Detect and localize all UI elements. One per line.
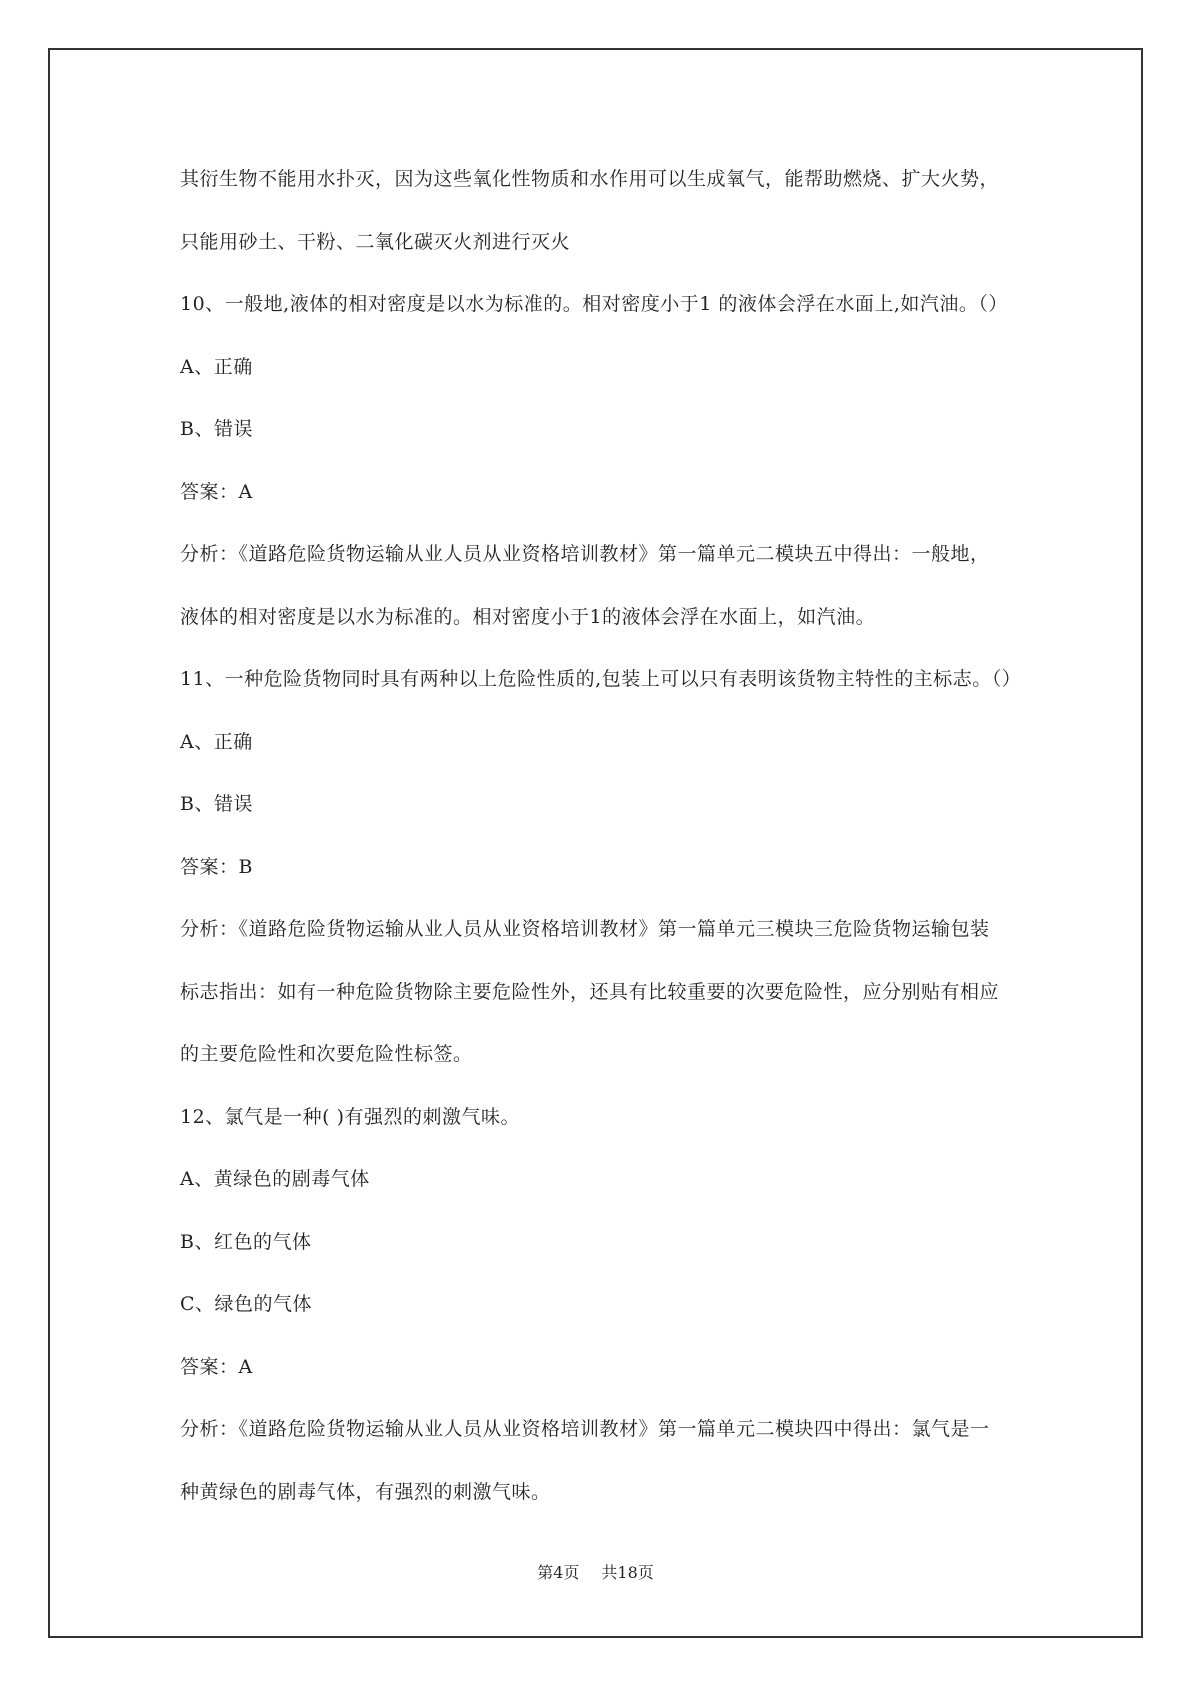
page-number: 第4页 — [537, 1563, 580, 1582]
question-11-analysis-line-3: 的主要危险性和次要危险性标签。 — [180, 1043, 473, 1065]
question-10: 10、一般地,液体的相对密度是以水为标准的。相对密度小于1 的液体会浮在水面上,如汽油。（） — [180, 293, 1008, 315]
question-11-analysis-line-2: 标志指出：如有一种危险货物除主要危险性外，还具有比较重要的次要危险性，应分别贴有相应 — [180, 980, 1000, 1003]
continuation-line-2: 只能用砂土、干粉、二氧化碳灭火剂进行灭火 — [180, 230, 571, 253]
question-10-analysis-line-2: 液体的相对密度是以水为标准的。相对密度小于1的液体会浮在水面上，如汽油。 — [180, 605, 876, 628]
question-10-option-b: B、错误 — [180, 418, 253, 440]
question-12-option-b: B、红色的气体 — [180, 1230, 312, 1253]
continuation-line-1: 其衍生物不能用水扑灭，因为这些氧化性物质和水作用可以生成氧气，能帮助燃烧、扩大火势， — [180, 168, 1000, 190]
question-11-option-b: B、错误 — [180, 793, 253, 815]
question-12-option-a: A、黄绿色的剧毒气体 — [180, 1168, 370, 1190]
document-body — [180, 148, 1060, 1523]
question-11: 11、一种危险货物同时具有两种以上危险性质的,包装上可以只有表明该货物主特性的主标志。（） — [180, 668, 1022, 690]
question-12-analysis-line-1: 分析：《道路危险货物运输从业人员从业资格培训教材》第一篇单元二模块四中得出：氯气是一 — [180, 1418, 990, 1440]
question-10-analysis-line-1: 分析：《道路危险货物运输从业人员从业资格培训教材》第一篇单元二模块五中得出：一般地， — [180, 543, 990, 565]
page-footer — [0, 1560, 1191, 1583]
question-10-answer: 答案：A — [180, 480, 253, 503]
question-12-analysis-line-2: 种黄绿色的剧毒气体，有强烈的刺激气味。 — [180, 1480, 551, 1503]
question-11-answer: 答案：B — [180, 855, 253, 878]
question-10-option-a: A、正确 — [180, 355, 253, 378]
question-11-analysis-line-1: 分析：《道路危险货物运输从业人员从业资格培训教材》第一篇单元三模块三危险货物运输包装 — [180, 918, 990, 940]
question-12-answer: 答案：A — [180, 1355, 253, 1378]
question-11-option-a: A、正确 — [180, 730, 253, 753]
question-12-option-c: C、绿色的气体 — [180, 1293, 313, 1315]
question-12: 12、氯气是一种( )有强烈的刺激气味。 — [180, 1105, 521, 1128]
page-total: 共18页 — [601, 1563, 654, 1582]
